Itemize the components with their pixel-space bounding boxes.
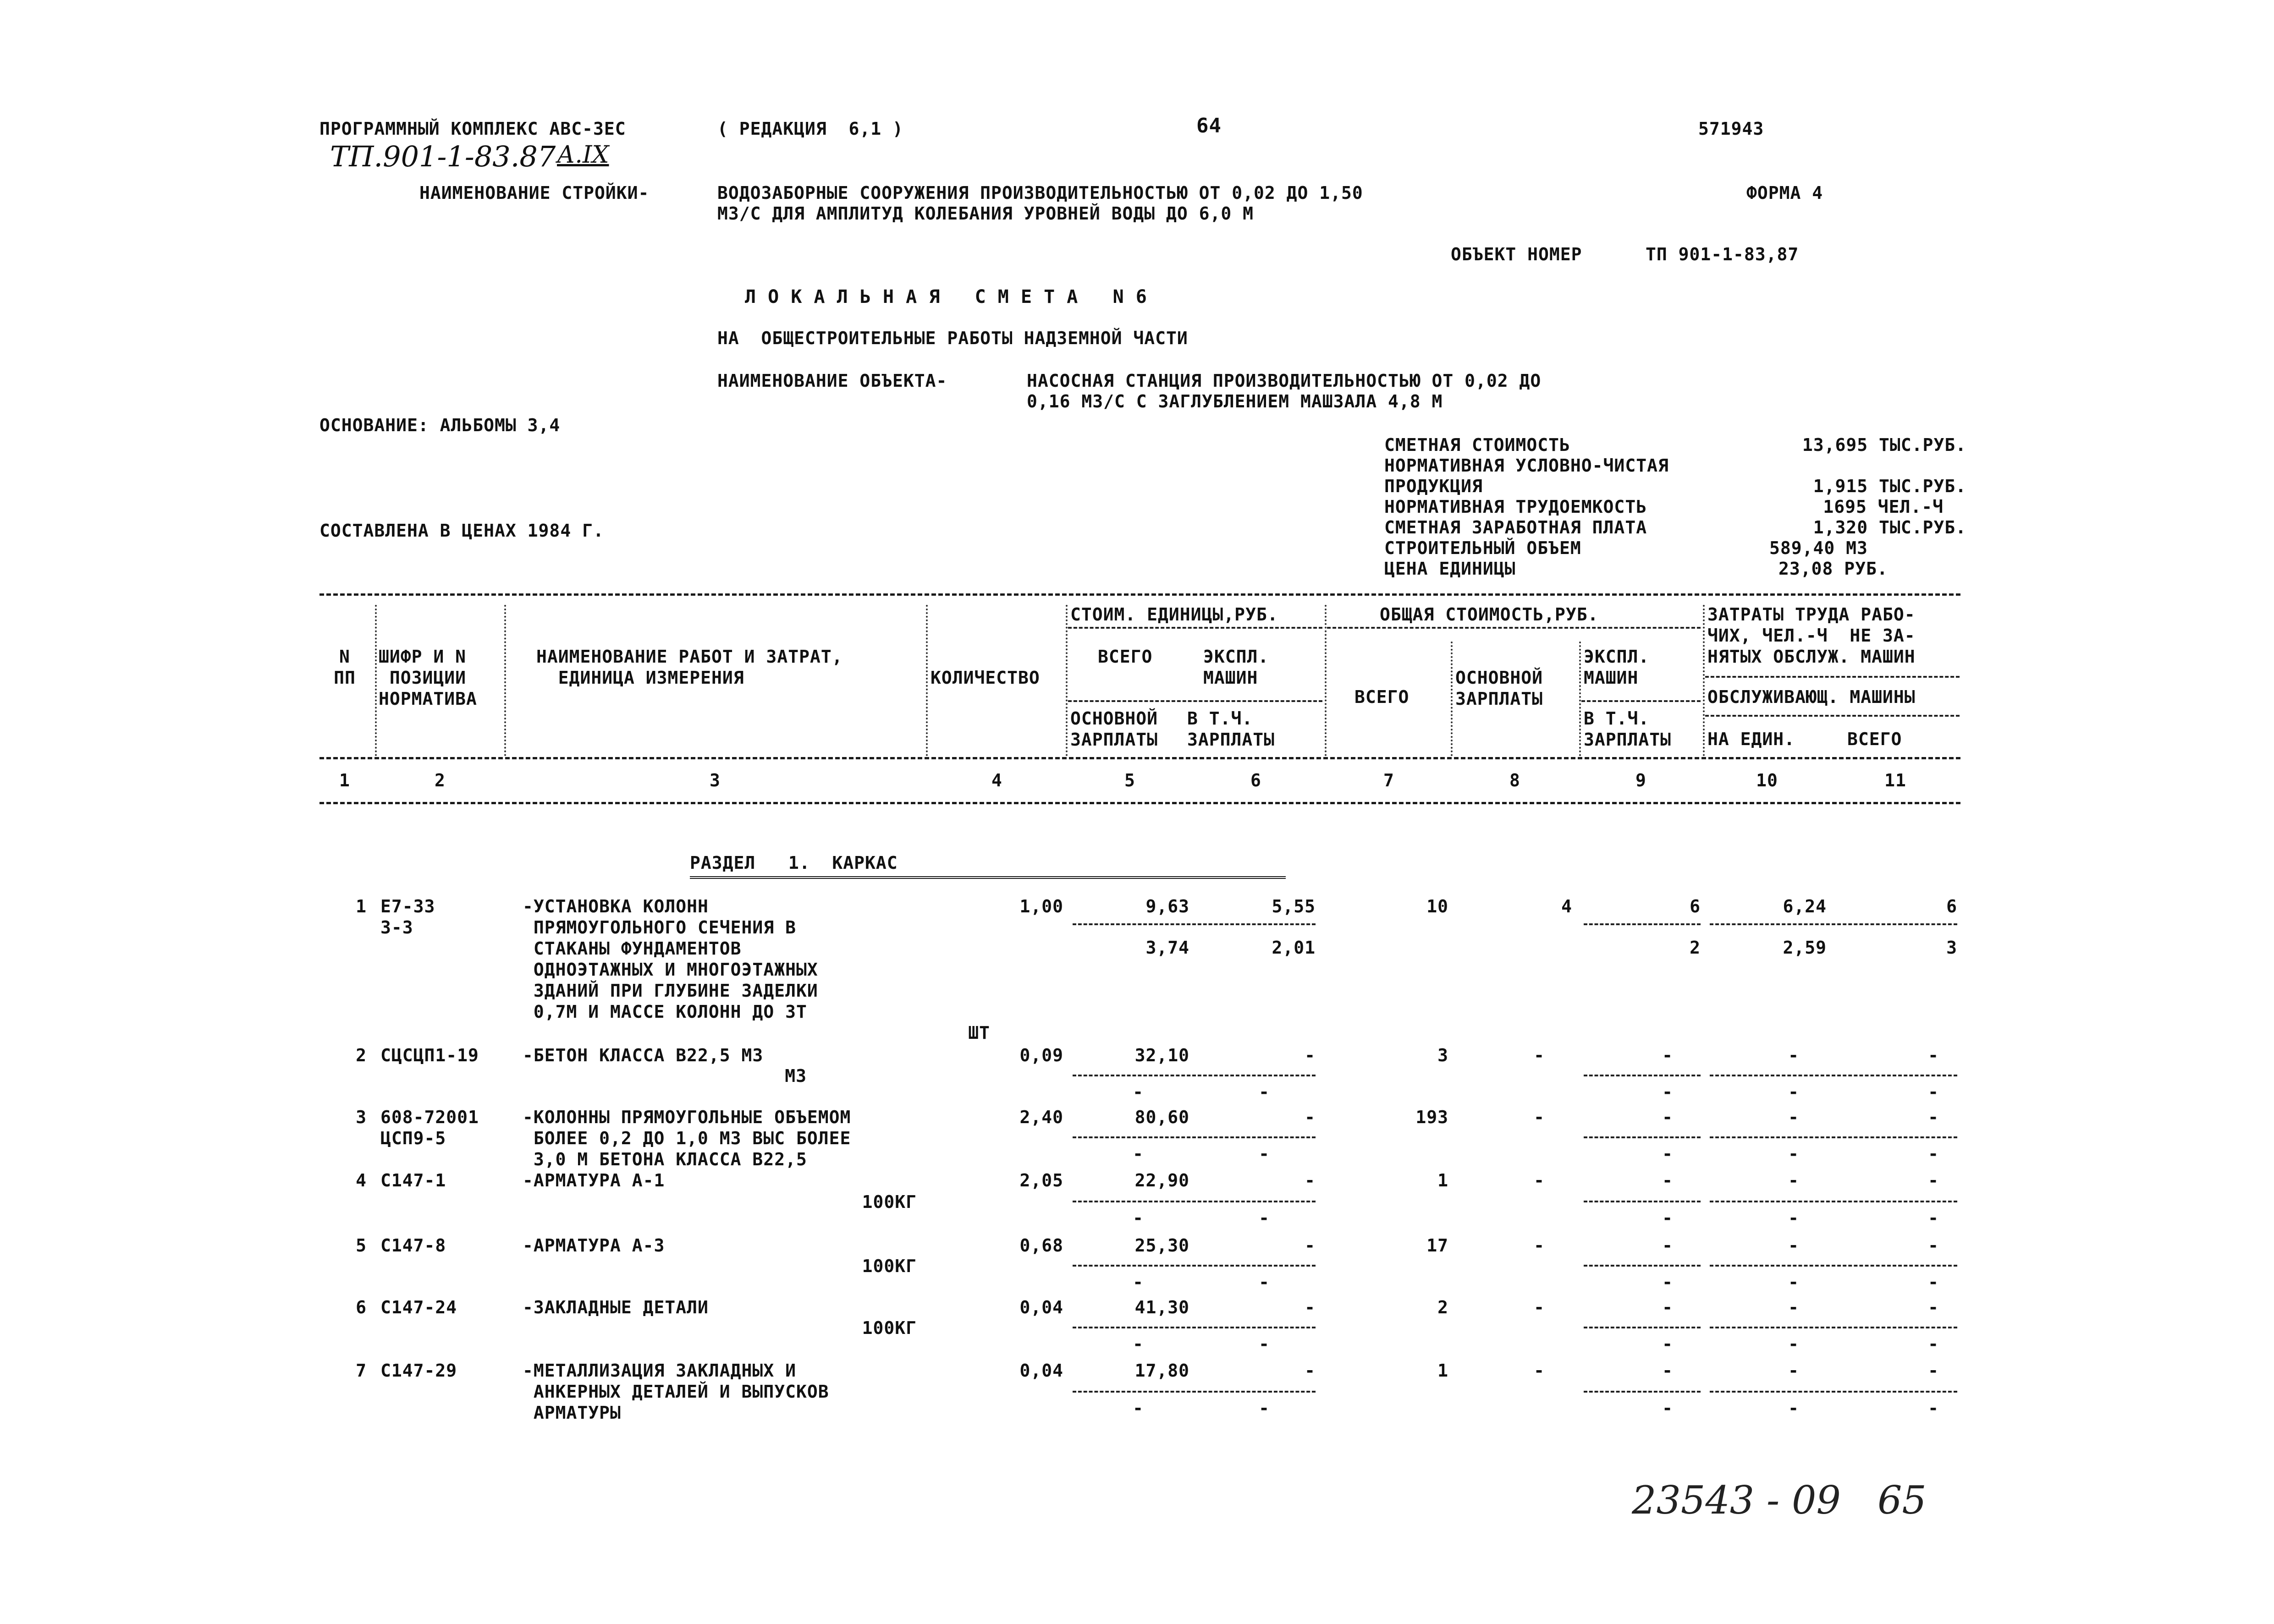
- summary-value: 23,08 РУБ.: [1778, 559, 1888, 579]
- row-labor-unit-2: -: [1788, 1208, 1799, 1228]
- col-head-labor-sub: ОБСЛУЖИВАЮЩ. МАШИНЫ: [1707, 687, 1916, 707]
- row-labor-total: -: [1928, 1170, 1939, 1191]
- construction-label: НАИМЕНОВАНИЕ СТРОЙКИ-: [419, 183, 650, 203]
- form-label: ФОРМА 4: [1746, 183, 1823, 203]
- row-unit-incl: 2,01: [1272, 938, 1316, 958]
- program-name: ПРОГРАММНЫЙ КОМПЛЕКС АВС-3ЕС: [319, 119, 626, 139]
- column-divider: [504, 605, 506, 756]
- col-head-qty: КОЛИЧЕСТВО: [931, 668, 1040, 688]
- rule: [1073, 1391, 1316, 1393]
- col-num: 5: [1124, 770, 1135, 790]
- row-labor-total-2: -: [1928, 1144, 1939, 1164]
- row-total-mach: -: [1662, 1297, 1673, 1317]
- col-num: 7: [1383, 770, 1394, 790]
- row-total-all: 2: [1437, 1297, 1448, 1317]
- summary-value: 1,915 ТЫС.РУБ.: [1813, 476, 1966, 496]
- column-divider: [1451, 642, 1453, 756]
- section-title: РАЗДЕЛ 1. КАРКАС: [690, 853, 898, 873]
- row-labor-unit: -: [1788, 1235, 1799, 1256]
- rule: [1710, 1136, 1957, 1138]
- row-total-mach: -: [1662, 1361, 1673, 1381]
- row-total-wage: -: [1534, 1107, 1545, 1127]
- row-labor-total-2: -: [1928, 1082, 1939, 1102]
- row-labor-unit-2: -: [1788, 1082, 1799, 1102]
- rule: [1710, 1075, 1957, 1076]
- row-total-mach: -: [1662, 1170, 1673, 1191]
- row-unit: 100КГ: [862, 1256, 917, 1276]
- col-head-unit-wage: ОСНОВНОЙ ЗАРПЛАТЫ: [1070, 708, 1158, 750]
- row-total-mach: -: [1662, 1107, 1673, 1127]
- row-unit-total: 32,10: [1134, 1045, 1189, 1065]
- row-number: 2: [356, 1045, 367, 1065]
- summary-value: 589,40 М3: [1769, 538, 1868, 558]
- row-total-incl: -: [1662, 1144, 1673, 1164]
- row-name: -АРМАТУРА А-3: [523, 1235, 665, 1256]
- row-labor-unit: -: [1788, 1107, 1799, 1127]
- row-unit-mach: -: [1305, 1235, 1316, 1256]
- column-divider: [1579, 642, 1581, 756]
- row-qty: 1,00: [1019, 896, 1063, 916]
- row-unit-incl: -: [1259, 1144, 1270, 1164]
- column-divider: [1325, 605, 1327, 756]
- row-total-incl: -: [1662, 1272, 1673, 1292]
- row-name: -МЕТАЛЛИЗАЦИЯ ЗАКЛАДНЫХ И АНКЕРНЫХ ДЕТАЛЕЙ И ВЫПУСКОВ АРМАТУРЫ: [523, 1361, 829, 1423]
- rule: [1068, 700, 1322, 702]
- rule: [1073, 1201, 1316, 1202]
- col-num: 1: [339, 770, 350, 790]
- rule: [1705, 676, 1960, 678]
- column-divider: [926, 605, 928, 756]
- row-unit-total: 41,30: [1134, 1297, 1189, 1317]
- row-labor-total-2: -: [1928, 1272, 1939, 1292]
- row-unit-wage: -: [1133, 1144, 1144, 1164]
- object-name-line-2: 0,16 М3/С С ЗАГЛУБЛЕНИЕМ МАШЗАЛА 4,8 М: [1027, 391, 1443, 411]
- row-labor-unit-2: -: [1788, 1272, 1799, 1292]
- row-total-wage: -: [1534, 1170, 1545, 1191]
- object-name-label: НАИМЕНОВАНИЕ ОБЪЕКТА-: [717, 371, 947, 391]
- row-total-all: 1: [1437, 1361, 1448, 1381]
- row-total-all: 3: [1437, 1045, 1448, 1065]
- column-divider: [375, 605, 377, 756]
- row-name: -БЕТОН КЛАССА В22,5 М3: [523, 1045, 764, 1065]
- row-qty: 0,04: [1019, 1297, 1063, 1317]
- summary-label: ЦЕНА ЕДИНИЦЫ: [1384, 559, 1516, 579]
- summary-value: 13,695 ТЫС.РУБ.: [1802, 435, 1966, 455]
- col-num: 11: [1884, 770, 1906, 790]
- row-labor-total: -: [1928, 1297, 1939, 1317]
- summary-label: НОРМАТИВНАЯ УСЛОВНО-ЧИСТАЯ: [1384, 455, 1669, 476]
- col-head-unit-mach: ЭКСПЛ. МАШИН: [1203, 647, 1269, 688]
- row-code: С147-1: [380, 1170, 446, 1191]
- handwritten-project: ТП.901-1-83.87: [330, 140, 556, 173]
- rule: [1073, 923, 1316, 925]
- rule: [1584, 1136, 1701, 1138]
- row-unit-total: 9,63: [1145, 896, 1189, 916]
- row-unit-incl: -: [1259, 1208, 1270, 1228]
- row-total-incl: 2: [1690, 938, 1701, 958]
- row-total-wage: 4: [1561, 896, 1572, 916]
- row-number: 7: [356, 1361, 367, 1381]
- row-total-wage: -: [1534, 1297, 1545, 1317]
- rule: [1584, 1391, 1701, 1393]
- col-head-total-incl: В Т.Ч. ЗАРПЛАТЫ: [1584, 708, 1672, 750]
- row-total-mach: -: [1662, 1045, 1673, 1065]
- row-number: 5: [356, 1235, 367, 1256]
- summary-label: СМЕТНАЯ СТОИМОСТЬ: [1384, 435, 1570, 455]
- row-labor-total: -: [1928, 1361, 1939, 1381]
- row-unit-incl: -: [1259, 1082, 1270, 1102]
- rule: [1073, 1136, 1316, 1138]
- summary-value: 1695 ЧЕЛ.-Ч: [1823, 497, 1944, 517]
- row-total-incl: -: [1662, 1208, 1673, 1228]
- row-unit-mach: -: [1305, 1297, 1316, 1317]
- row-qty: 2,05: [1019, 1170, 1063, 1191]
- row-unit-wage: -: [1133, 1082, 1144, 1102]
- rule: [1584, 1201, 1701, 1202]
- row-total-all: 1: [1437, 1170, 1448, 1191]
- row-unit-wage: -: [1133, 1334, 1144, 1354]
- row-name: -ЗАКЛАДНЫЕ ДЕТАЛИ: [523, 1297, 709, 1317]
- row-total-incl: -: [1662, 1334, 1673, 1354]
- col-head-code: ШИФР И N ПОЗИЦИИ НОРМАТИВА: [379, 647, 477, 709]
- rule: [1073, 1265, 1316, 1267]
- row-unit-incl: -: [1259, 1334, 1270, 1354]
- rule: [1584, 1327, 1701, 1328]
- row-labor-unit: -: [1788, 1045, 1799, 1065]
- row-unit-total: 25,30: [1134, 1235, 1189, 1256]
- row-unit: ШТ: [968, 1023, 990, 1043]
- rule: [319, 757, 1960, 759]
- row-number: 6: [356, 1297, 367, 1317]
- summary-label: НОРМАТИВНАЯ ТРУДОЕМКОСТЬ: [1384, 497, 1647, 517]
- rule: [319, 802, 1960, 804]
- row-total-all: 193: [1415, 1107, 1448, 1127]
- col-head-name: НАИМЕНОВАНИЕ РАБОТ И ЗАТРАТ, ЕДИНИЦА ИЗМЕРЕНИЯ: [536, 647, 843, 688]
- row-total-incl: -: [1662, 1398, 1673, 1418]
- row-labor-unit-2: -: [1788, 1334, 1799, 1354]
- row-unit-incl: -: [1259, 1272, 1270, 1292]
- row-number: 4: [356, 1170, 367, 1191]
- row-unit: 100КГ: [862, 1192, 917, 1212]
- column-divider: [1066, 605, 1068, 756]
- row-unit-total: 22,90: [1134, 1170, 1189, 1191]
- row-unit-mach: -: [1305, 1107, 1316, 1127]
- object-number: ТП 901-1-83,87: [1646, 244, 1799, 264]
- col-head-total-mach: ЭКСПЛ. МАШИН: [1584, 647, 1650, 688]
- rule: [1710, 1327, 1957, 1328]
- document-subtitle: НА ОБЩЕСТРОИТЕЛЬНЫЕ РАБОТЫ НАДЗЕМНОЙ ЧАСТИ: [717, 328, 1188, 348]
- column-divider: [1703, 605, 1705, 756]
- row-number: 1: [356, 896, 367, 916]
- row-labor-total: -: [1928, 1235, 1939, 1256]
- rule: [1584, 1075, 1701, 1076]
- rule: [1584, 1265, 1701, 1267]
- row-qty: 0,09: [1019, 1045, 1063, 1065]
- row-labor-total: 6: [1946, 896, 1957, 916]
- row-code: С147-29: [380, 1361, 457, 1381]
- row-code: СЦСЦП1-19: [380, 1045, 479, 1065]
- row-code: С147-8: [380, 1235, 446, 1256]
- rule: [1073, 1327, 1316, 1328]
- col-head-labor: ЗАТРАТЫ ТРУДА РАБО- ЧИХ, ЧЕЛ.-Ч НЕ ЗА- НЯТЫХ ОБСЛУЖ. МАШИН: [1707, 604, 1916, 667]
- row-code: Е7-33 3-3: [380, 896, 435, 938]
- row-total-wage: -: [1534, 1045, 1545, 1065]
- col-head-labor-unit: НА ЕДИН.: [1707, 729, 1795, 749]
- handwritten-footer: 23543 - 09 65: [1632, 1478, 1927, 1523]
- row-unit-mach: -: [1305, 1361, 1316, 1381]
- col-head-unit-incl: В Т.Ч. ЗАРПЛАТЫ: [1187, 708, 1275, 750]
- row-unit-wage: -: [1133, 1398, 1144, 1418]
- page-number: 64: [1196, 114, 1222, 137]
- col-head-num: N ПП: [334, 647, 356, 688]
- handwritten-album: А.IX: [557, 141, 609, 169]
- row-labor-total-2: 3: [1946, 938, 1957, 958]
- row-unit: М3: [785, 1066, 807, 1086]
- row-qty: 0,04: [1019, 1361, 1063, 1381]
- row-labor-unit-2: -: [1788, 1144, 1799, 1164]
- rule: [1584, 923, 1701, 925]
- row-labor-total: -: [1928, 1045, 1939, 1065]
- row-total-all: 17: [1426, 1235, 1448, 1256]
- row-labor-unit: -: [1788, 1361, 1799, 1381]
- rule: [1705, 715, 1960, 717]
- basis: ОСНОВАНИЕ: АЛЬБОМЫ 3,4: [319, 415, 561, 435]
- row-unit-mach: -: [1305, 1045, 1316, 1065]
- col-head-total-cost: ОБЩАЯ СТОИМОСТЬ,РУБ.: [1380, 604, 1599, 625]
- row-code: С147-24: [380, 1297, 457, 1317]
- row-total-mach: 6: [1690, 896, 1701, 916]
- col-num: 4: [991, 770, 1002, 790]
- row-unit: 100КГ: [862, 1318, 917, 1338]
- object-label: ОБЪЕКТ НОМЕР: [1451, 244, 1582, 264]
- document-title: Л О К А Л Ь Н А Я С М Е Т А N 6: [745, 286, 1147, 307]
- row-unit-wage: 3,74: [1145, 938, 1189, 958]
- rule: [1581, 700, 1701, 702]
- summary-label: СМЕТНАЯ ЗАРАБОТНАЯ ПЛАТА: [1384, 517, 1647, 538]
- row-number: 3: [356, 1107, 367, 1127]
- row-labor-total-2: -: [1928, 1398, 1939, 1418]
- rule: [1710, 1265, 1957, 1267]
- row-labor-total: -: [1928, 1107, 1939, 1127]
- col-head-total-all: ВСЕГО: [1354, 687, 1410, 707]
- col-head-total-wage: ОСНОВНОЙ ЗАРПЛАТЫ: [1455, 668, 1543, 709]
- row-qty: 0,68: [1019, 1235, 1063, 1256]
- construction-line-2: М3/С ДЛЯ АМПЛИТУД КОЛЕБАНИЯ УРОВНЕЙ ВОДЫ ДО 6,0 М: [717, 203, 1254, 224]
- col-num: 3: [710, 770, 721, 790]
- rule: [319, 593, 1960, 596]
- row-qty: 2,40: [1019, 1107, 1063, 1127]
- summary-label: СТРОИТЕЛЬНЫЙ ОБЪЕМ: [1384, 538, 1581, 558]
- rule: [1710, 1391, 1957, 1393]
- row-unit-total: 17,80: [1134, 1361, 1189, 1381]
- col-head-unit-total: ВСЕГО: [1098, 647, 1153, 667]
- rule: [1710, 923, 1957, 925]
- row-name: -КОЛОННЫ ПРЯМОУГОЛЬНЫЕ ОБЪЕМОМ БОЛЕЕ 0,2 ДО 1,0 М3 ВЫС БОЛЕЕ 3,0 М БЕТОНА КЛАССА В22,5: [523, 1107, 851, 1169]
- document-code: 571943: [1698, 119, 1764, 139]
- summary-value: 1,320 ТЫС.РУБ.: [1813, 517, 1966, 538]
- price-basis: СОСТАВЛЕНА В ЦЕНАХ 1984 Г.: [319, 521, 604, 541]
- row-total-incl: -: [1662, 1082, 1673, 1102]
- col-num: 6: [1250, 770, 1261, 790]
- row-labor-unit-2: -: [1788, 1398, 1799, 1418]
- row-labor-unit-2: 2,59: [1783, 938, 1827, 958]
- col-head-unit-cost: СТОИМ. ЕДИНИЦЫ,РУБ.: [1070, 604, 1278, 625]
- row-total-wage: -: [1534, 1361, 1545, 1381]
- row-unit-mach: -: [1305, 1170, 1316, 1191]
- row-labor-unit: 6,24: [1783, 896, 1827, 916]
- row-total-mach: -: [1662, 1235, 1673, 1256]
- col-num: 8: [1509, 770, 1520, 790]
- row-total-wage: -: [1534, 1235, 1545, 1256]
- construction-line-1: ВОДОЗАБОРНЫЕ СООРУЖЕНИЯ ПРОИЗВОДИТЕЛЬНОСТЬЮ ОТ 0,02 ДО 1,50: [717, 183, 1363, 203]
- row-name: -УСТАНОВКА КОЛОНН ПРЯМОУГОЛЬНОГО СЕЧЕНИЯ В СТАКАНЫ ФУНДАМЕНТОВ ОДНОЭТАЖНЫХ И МНОГОЭТАЖНЫХ ЗДАНИЙ ПРИ ГЛУБИНЕ ЗАДЕЛКИ 0,7М И МАССЕ КОЛОНН ДО 3Т: [523, 896, 818, 1022]
- row-name: -АРМАТУРА А-1: [523, 1170, 665, 1191]
- row-labor-total-2: -: [1928, 1208, 1939, 1228]
- rule: [690, 876, 1286, 879]
- row-labor-unit: -: [1788, 1297, 1799, 1317]
- rule: [1073, 1075, 1316, 1076]
- row-code: 608-72001 ЦСП9-5: [380, 1107, 479, 1148]
- edition: ( РЕДАКЦИЯ 6,1 ): [717, 119, 903, 139]
- col-num: 2: [435, 770, 446, 790]
- rule: [1327, 627, 1701, 629]
- row-labor-unit: -: [1788, 1170, 1799, 1191]
- row-unit-incl: -: [1259, 1398, 1270, 1418]
- row-unit-wage: -: [1133, 1272, 1144, 1292]
- row-total-all: 10: [1426, 896, 1448, 916]
- row-unit-total: 80,60: [1134, 1107, 1189, 1127]
- row-labor-total-2: -: [1928, 1334, 1939, 1354]
- row-unit-mach: 5,55: [1272, 896, 1316, 916]
- col-num: 10: [1756, 770, 1778, 790]
- row-unit-wage: -: [1133, 1208, 1144, 1228]
- object-name-line-1: НАСОСНАЯ СТАНЦИЯ ПРОИЗВОДИТЕЛЬНОСТЬЮ ОТ 0,02 ДО: [1027, 371, 1542, 391]
- col-num: 9: [1635, 770, 1646, 790]
- rule: [1068, 627, 1322, 629]
- col-head-labor-total: ВСЕГО: [1847, 729, 1902, 749]
- summary-label: ПРОДУКЦИЯ: [1384, 476, 1483, 496]
- rule: [1710, 1201, 1957, 1202]
